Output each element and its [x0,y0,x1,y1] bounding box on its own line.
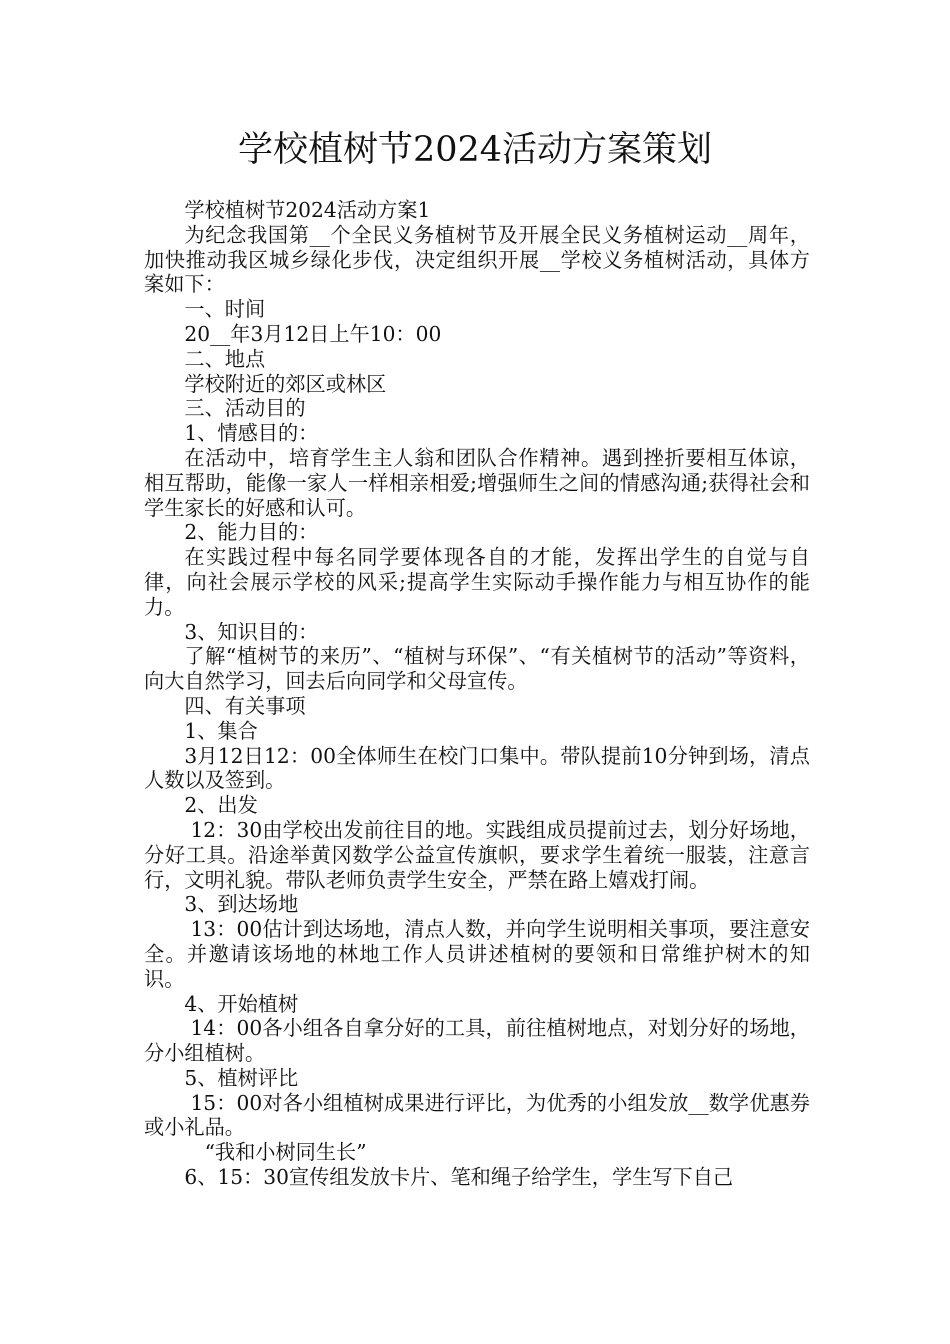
document-title: 学校植树节2024活动方案策划 [237,130,713,170]
activity-slogan: “我和小树同生长” [204,1140,367,1165]
matter-gather-heading: 1、集合 [184,718,258,743]
matter-depart-text: 12：30由学校出发前往目的地。实践组成员提前过去，划分好场地，分好工具。沿途举黄冈数学公益宣传旗帜，要求学生着统一服装，注意言行，文明礼貌。带队老师负责学生安全，严禁在路上嬉戏打闹。 [144,817,810,892]
section-place-heading: 二、地点 [184,346,266,371]
matter-card-text: 6、15：30宣传组发放卡片、笔和绳子给学生，学生写下自己 [184,1165,734,1190]
matter-plant-heading: 4、开始植树 [184,991,299,1016]
intro-paragraph: 为纪念我国第__个全民义务植树节及开展全民义务植树运动__周年，加快推动我区城乡绿化步伐，决定组织开展__学校义务植树活动，具体方案如下： [144,222,810,297]
section-time-heading: 一、时间 [184,297,266,322]
purpose-emotion-heading: 1、情感目的： [184,421,319,446]
purpose-knowledge-text: 了解“植树节的来历”、“植树与环保”、“有关植树节的活动”等资料，向大自然学习，回去后向同学和父母宣传。 [144,644,810,694]
matter-review-text: 15：00对各小组植树成果进行评比，为优秀的小组发放__数学优惠券或小礼品。 [144,1090,810,1140]
matter-depart-heading: 2、出发 [184,793,258,818]
matter-plant-text: 14：00各小组各自拿分好的工具，前往植树地点，对划分好的场地，分小组植树。 [144,1016,810,1066]
purpose-emotion-text: 在活动中，培育学生主人翁和团队合作精神。遇到挫折要相互体谅，相互帮助，能像一家人一样相亲相爱;增强师生之间的情感沟通;获得社会和学生家长的好感和认可。 [144,445,810,520]
section-place-value: 学校附近的郊区或林区 [184,371,387,396]
section-time-value: 20__年3月12日上午10：00 [184,321,442,346]
document-body [144,198,810,1190]
matter-arrive-text: 13：00估计到达场地，清点人数，并向学生说明相关事项，要注意安全。并邀请该场地的林地工作人员讲述植树的要领和日常维护树木的知识。 [144,917,810,991]
plan-heading: 学校植树节2024活动方案1 [184,198,431,222]
matter-gather-text: 3月12日12：00全体师生在校门口集中。带队提前10分钟到场，清点人数以及签到。 [144,743,810,793]
purpose-knowledge-heading: 3、知识目的： [184,619,319,644]
section-purpose-heading: 三、活动目的 [184,396,306,421]
section-matters-heading: 四、有关事项 [184,693,306,718]
matter-arrive-heading: 3、到达场地 [184,892,299,917]
purpose-ability-heading: 2、能力目的： [184,520,319,545]
matter-review-heading: 5、植树评比 [184,1065,299,1090]
purpose-ability-text: 在实践过程中每名同学要体现各自的才能，发挥出学生的自觉与自律，向社会展示学校的风采;提高学生实际动手操作能力与相互协作的能力。 [144,545,810,619]
